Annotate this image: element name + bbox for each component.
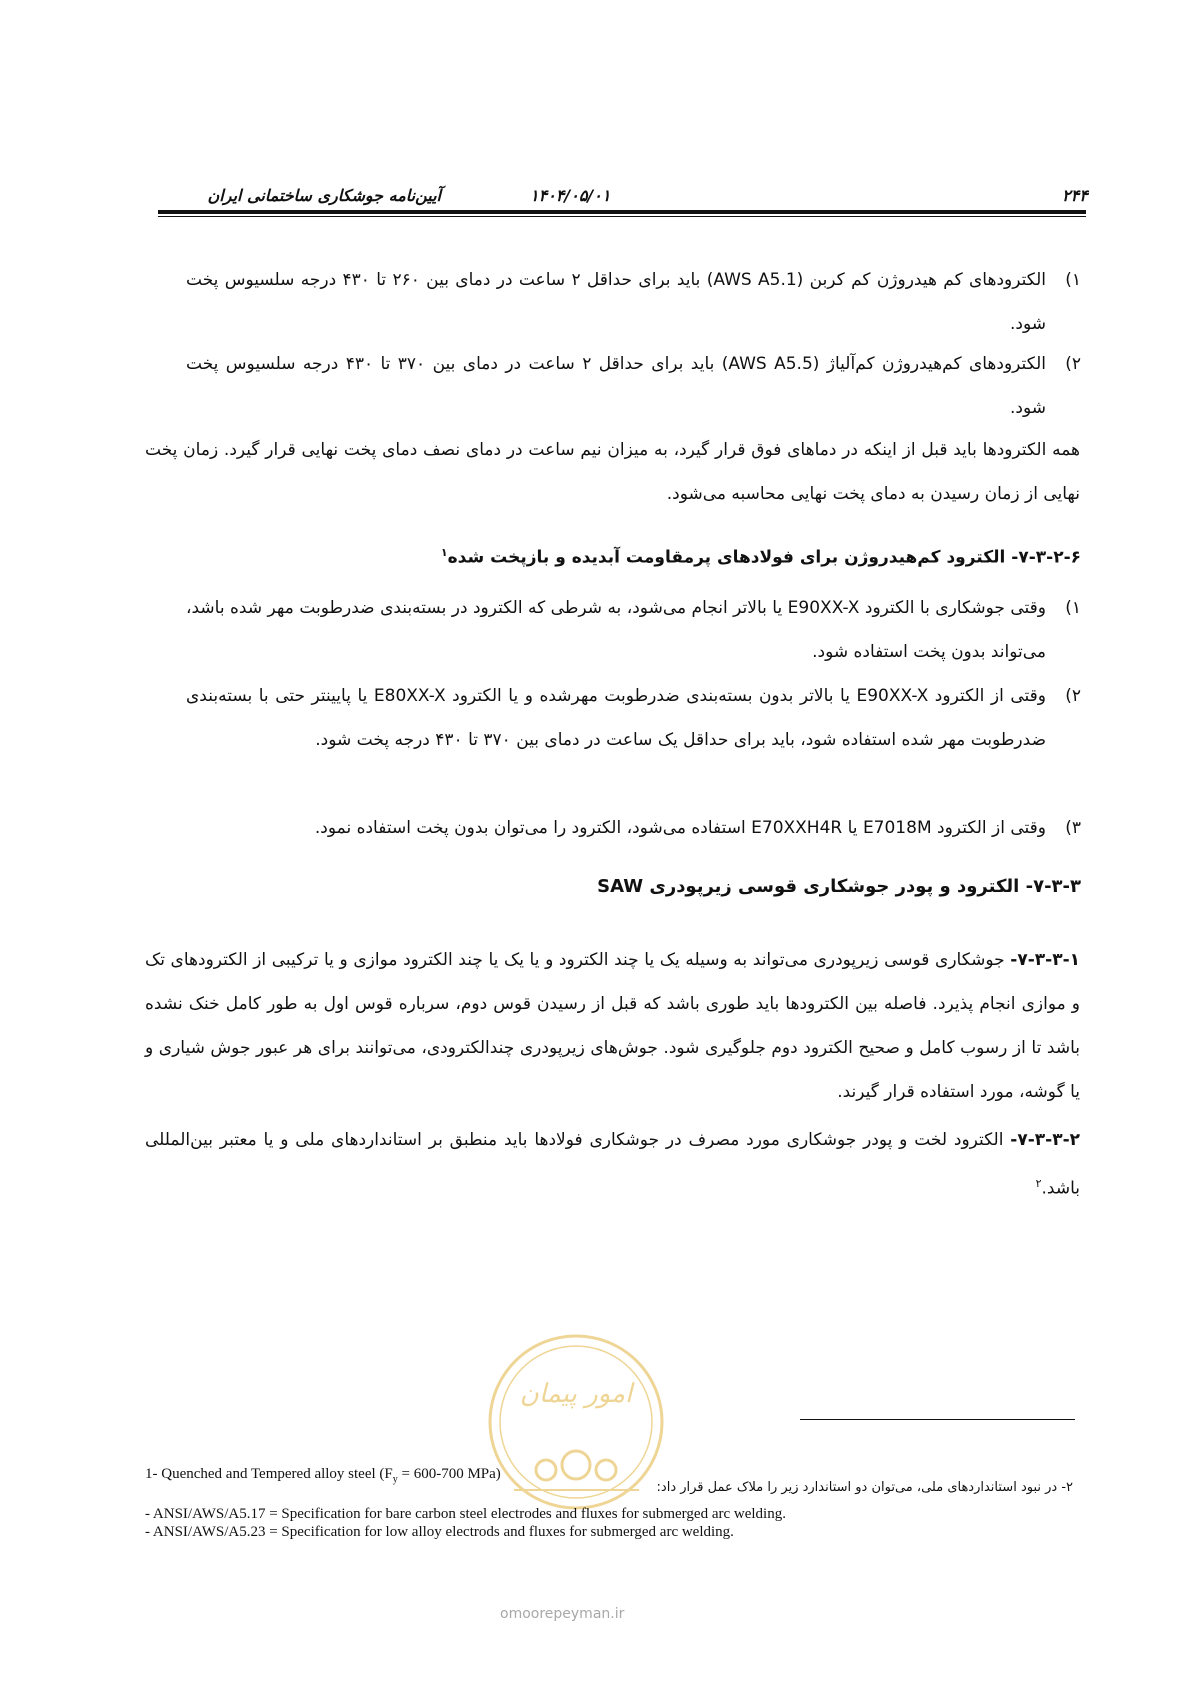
list-b-number-3: ۳) (1065, 818, 1081, 838)
footnote-rule (800, 1419, 1075, 1420)
footnote-2-line-2: - ANSI/AWS/A5.23 = Specification for low alloy electrods and fluxes for submerged arc welding. (145, 1524, 734, 1540)
footnote-2-persian: ۲- در نبود استانداردهای ملی، می‌توان دو استاندارد زیر را ملاک عمل قرار داد: (656, 1480, 1073, 1495)
watermark-logo (484, 1330, 669, 1515)
list-b-number-1: ۱) (1065, 598, 1081, 618)
paragraph-7-3-3-1 (145, 938, 1080, 1114)
list-a-item-1: الکترودهای کم هیدروژن کم کربن (AWS A5.1) باید برای حداقل ۲ ساعت در دمای بین ۲۶۰ تا ۴۳۰ درجه سلسیوس پخت شود. (186, 270, 1047, 334)
header-rule-thin (158, 216, 1086, 217)
list-a-number-1: ۱) (1065, 270, 1081, 290)
paragraph-lead-7-3-3-2: ۷-۳-۳-۲- (1010, 1130, 1080, 1150)
list-a-number-2: ۲) (1065, 354, 1081, 374)
footnote-2-line-1: - ANSI/AWS/A5.17 = Specification for bare carbon steel electrodes and fluxes for submerged arc welding. (145, 1506, 786, 1522)
paragraph-baking-note: همه الکترودها باید قبل از اینکه در دماهای فوق قرار گیرد، به میزان نیم ساعت در دمای نصف دمای پخت نهایی قرار گیرد. زمان پخت نهایی از زمان رسیدن به دمای پخت نهایی محاسبه می‌شود. (145, 440, 1080, 504)
footnote-1-sub: y (392, 1474, 398, 1485)
heading-text: ۷-۳-۲-۶- الکترود کم‌هیدروژن برای فولادهای پرمقاومت آبدیده و بازپخت شده (447, 547, 1081, 568)
watermark-logo-text: امور پیمان (519, 1379, 633, 1409)
header-date: ۱۴۰۴/۰۵/۰۱ (530, 186, 611, 205)
footnote-1 (145, 1466, 501, 1485)
page-number: ۲۴۴ (1062, 186, 1088, 205)
footnote-1-prefix: 1- Quenched and Tempered alloy steel (F (145, 1466, 393, 1482)
paragraph-text-7-3-3-2: الکترود لخت و پودر جوشکاری مورد مصرف در جوشکاری فولادها باید منطبق بر استانداردهای ملی و یا معتبر بین‌المللی باشد. (145, 1130, 1080, 1199)
list-b-item-2: وقتی از الکترود E90XX-X یا بالاتر بدون بسته‌بندی ضدرطوبت مهرشده و یا الکترود E80XX-X یا پایینتر حتی با بسته‌بندی ضدرطوبت مهر شده استفاده شود، باید برای حداقل یک ساعت در دمای بین ۳۷۰ تا ۴۳۰ درجه پخت شود. (186, 686, 1046, 750)
list-b-item-3: وقتی از الکترود E7018M یا E70XXH4R استفاده می‌شود، الکترود را می‌توان بدون پخت استفاده نمود. (314, 818, 1046, 838)
header-rule (158, 210, 1086, 214)
paragraph-text-7-3-3-1: جوشکاری قوسی زیرپودری می‌تواند به وسیله یک یا چند الکترود و یا یک یا چند الکترود موازی و یا ترکیبی از الکترودهای تک و موازی انجام پذیرد. فاصله بین الکترودها باید طوری باشد که قبل از رسیدن قوس دوم، سرباره قوس اول به طور کامل خنک نشده باشد تا از رسوب کامل و صحیح الکترود دوم جلوگیری شود. جوش‌های زیرپودری چندالکترودی، می‌توانند برای هر عبور جوش شیاری و یا گوشه، مورد استفاده قرار گیرند. (145, 950, 1080, 1102)
watermark-site-text: omoorepeyman.ir (500, 1606, 625, 1622)
list-a-item-2: الکترودهای کم‌هیدروژن کم‌آلیاژ (AWS A5.5) باید برای حداقل ۲ ساعت در دمای بین ۳۷۰ تا ۴۳۰ درجه سلسیوس پخت شود. (186, 354, 1046, 418)
footnote-mark-2: ۲ (1035, 1177, 1042, 1190)
footnote-1-suffix: = 600-700 MPa) (397, 1466, 501, 1482)
list-b-item-1: وقتی جوشکاری با الکترود E90XX-X یا بالاتر انجام می‌شود، به شرطی که الکترود در بسته‌بندی ضدرطوبت مهر شده باشد، می‌تواند بدون پخت استفاده شود. (186, 598, 1046, 662)
paragraph-lead-7-3-3-1: ۷-۳-۳-۱- (1010, 950, 1080, 970)
section-heading-7-3-3: ۷-۳-۳- الکترود و پودر جوشکاری قوسی زیرپودری SAW (597, 876, 1081, 897)
header-title: آیین‌نامه جوشکاری ساختمانی ایران (207, 186, 441, 205)
section-heading-7-3-2-6 (441, 546, 1081, 568)
paragraph-7-3-3-2 (145, 1118, 1080, 1211)
list-b-number-2: ۲) (1065, 686, 1081, 706)
footnote-mark-1: ۱ (440, 546, 448, 559)
